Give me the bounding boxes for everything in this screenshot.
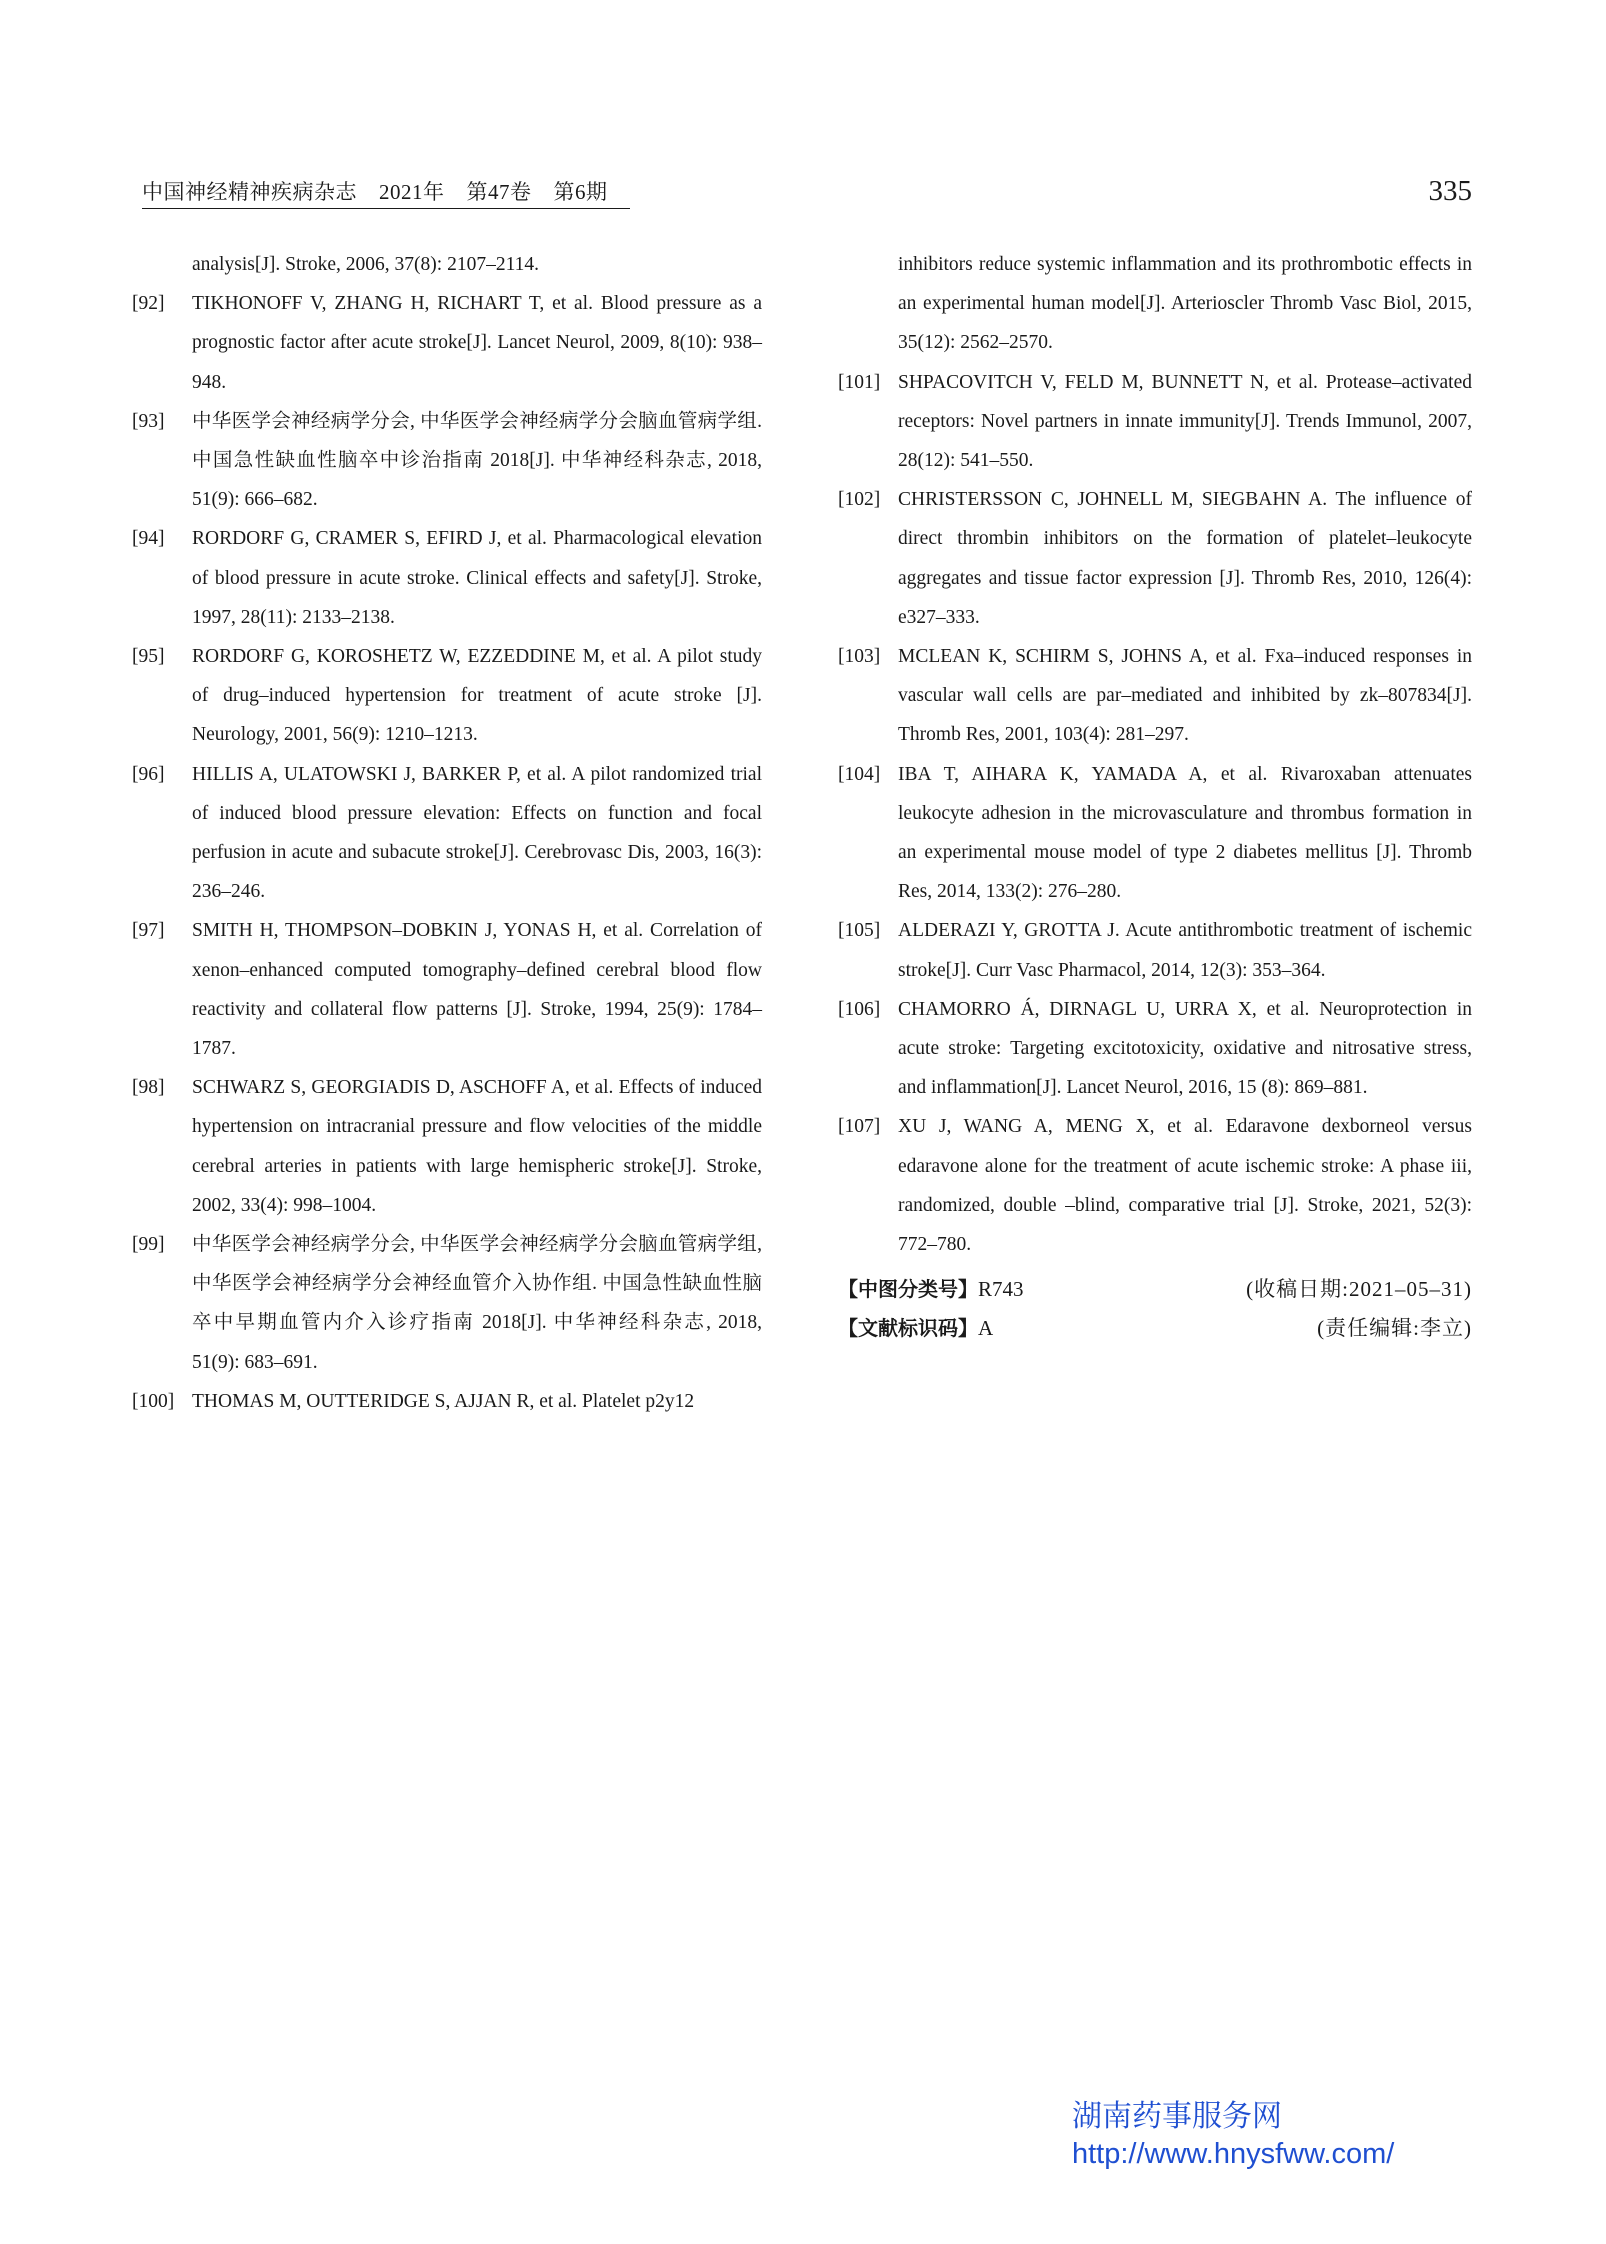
doc-label: 【文献标识码】: [838, 1316, 978, 1341]
watermark-brand: [1072, 2098, 1472, 2172]
reference-number: [101]: [838, 371, 881, 393]
reference-item: [132, 245, 762, 284]
reference-number: [105]: [838, 920, 881, 942]
reference-item: [132, 1068, 762, 1225]
reference-number: [92]: [132, 293, 165, 315]
references-right-list: [838, 245, 1472, 1264]
reference-item: [132, 402, 762, 520]
journal-issue: 第6期: [553, 180, 608, 204]
reference-text: MCLEAN K, SCHIRM S, JOHNS A, et al. Fxa–induced responses in vascular wall cells are par–mediated and inhibited by zk–807834[J]. Thromb Res, 2001, 103(4): 281–297.: [898, 646, 1472, 746]
reference-item: [838, 1107, 1472, 1264]
reference-number: [94]: [132, 528, 165, 550]
reference-text: THOMAS M, OUTTERIDGE S, AJJAN R, et al. Platelet p2y12: [192, 1390, 695, 1412]
doc-value: A: [978, 1316, 994, 1341]
reference-number: [93]: [132, 410, 165, 432]
reference-text: IBA T, AIHARA K, YAMADA A, et al. Rivaroxaban attenuates leukocyte adhesion in the microvasculature and thrombus formation in an experimental mouse model of type 2 diabetes mellitus [J]. Thromb Res, 2014, 133(2): 276–280.: [898, 763, 1472, 903]
received-date: (收稿日期:2021–05–31): [1246, 1277, 1472, 1302]
references-left-column: [132, 245, 762, 1421]
reference-item: [838, 755, 1472, 912]
reference-text: SHPACOVITCH V, FELD M, BUNNETT N, et al. Protease–activated receptors: Novel partners in innate immunity[J]. Trends Immunol, 2007, 28(12): 541–550.: [898, 371, 1472, 472]
reference-text: RORDORF G, CRAMER S, EFIRD J, et al. Pharmacological elevation of blood pressure in acute stroke. Clinical effects and safety[J]. Stroke, 1997, 28(11): 2133–2138.: [192, 528, 762, 628]
journal-name: 中国神经精神疾病杂志: [142, 180, 357, 204]
reference-text: CHRISTERSSON C, JOHNELL M, SIEGBAHN A. The influence of direct thrombin inhibitors on the formation of platelet–leukocyte aggregates and tissue factor expression [J]. Thromb Res, 2010, 126(4): e327–333.: [898, 489, 1472, 628]
reference-number: [97]: [132, 920, 165, 942]
reference-number: [107]: [838, 1116, 881, 1138]
reference-text: HILLIS A, ULATOWSKI J, BARKER P, et al. A pilot randomized trial of induced blood pressure elevation: Effects on function and focal perfusion in acute and subacute stroke[J]. Cerebrovasc Dis, 2003, 16(3): 236–246.: [192, 763, 762, 903]
brand-url[interactable]: http://www.hnysfww.com/: [1072, 2138, 1395, 2170]
responsible-editor: (责任编辑:李立): [1317, 1316, 1472, 1341]
meta-row-doc-code: [838, 1309, 1472, 1348]
reference-text: RORDORF G, KOROSHETZ W, EZZEDDINE M, et al. A pilot study of drug–induced hypertension for treatment of acute stroke [J]. Neurology, 2001, 56(9): 1210–1213.: [192, 646, 762, 746]
reference-item: [132, 755, 762, 912]
reference-number: [96]: [132, 763, 165, 785]
reference-text: 中华医学会神经病学分会, 中华医学会神经病学分会脑血管病学组. 中国急性缺血性脑卒中诊治指南 2018[J]. 中华神经科杂志, 2018, 51(9): 666–682.: [192, 410, 762, 511]
reference-item: [838, 480, 1472, 637]
page-number: 335: [1428, 175, 1472, 207]
reference-number: [95]: [132, 646, 165, 668]
running-head: [142, 178, 630, 209]
reference-item: [838, 911, 1472, 989]
article-meta: [838, 1270, 1472, 1348]
reference-number: [98]: [132, 1077, 165, 1099]
reference-text: SMITH H, THOMPSON–DOBKIN J, YONAS H, et al. Correlation of xenon–enhanced computed tomography–defined cerebral blood flow reactivity and collateral flow patterns [J]. Stroke, 1994, 25(9): 1784–1787.: [192, 920, 762, 1060]
reference-text: CHAMORRO Á, DIRNAGL U, URRA X, et al. Neuroprotection in acute stroke: Targeting excitotoxicity, oxidative and nitrosative stress, and inflammation[J]. Lancet Neurol, 2016, 15 (8): 869–881.: [898, 998, 1472, 1099]
reference-number: [106]: [838, 998, 881, 1020]
reference-text: ALDERAZI Y, GROTTA J. Acute antithrombotic treatment of ischemic stroke[J]. Curr Vasc Pharmacol, 2014, 12(3): 353–364.: [898, 920, 1472, 981]
reference-item: [838, 637, 1472, 755]
reference-item: [838, 990, 1472, 1108]
meta-row-classification: [838, 1270, 1472, 1309]
reference-number: [104]: [838, 763, 881, 785]
reference-text: TIKHONOFF V, ZHANG H, RICHART T, et al. Blood pressure as a prognostic factor after acute stroke[J]. Lancet Neurol, 2009, 8(10): 938–948.: [192, 293, 762, 393]
reference-text: XU J, WANG A, MENG X, et al. Edaravone dexborneol versus edaravone alone for the treatment of acute ischemic stroke: A phase iii, randomized, double –blind, comparative trial [J]. Stroke, 2021, 52(3): 772–780.: [898, 1116, 1472, 1256]
doc-group: [838, 1309, 993, 1348]
reference-item: [132, 911, 762, 1068]
reference-text: analysis[J]. Stroke, 2006, 37(8): 2107–2114.: [192, 254, 539, 275]
references-right-column: [838, 245, 1472, 1348]
reference-number: [100]: [132, 1390, 175, 1412]
page-header: [142, 174, 1472, 214]
reference-number: [103]: [838, 646, 881, 668]
reference-item: [838, 363, 1472, 481]
journal-year: 2021年: [379, 180, 445, 204]
reference-item: [132, 1225, 762, 1382]
reference-number: [99]: [132, 1234, 165, 1256]
reference-item: [132, 519, 762, 637]
clc-label: 【中图分类号】: [838, 1277, 978, 1302]
reference-text: inhibitors reduce systemic inflammation and its prothrombotic effects in an experimental human model[J]. Arterioscler Thromb Vasc Biol, 2015, 35(12): 2562–2570.: [898, 254, 1472, 354]
reference-item: [132, 637, 762, 755]
brand-name: 湖南药事服务网: [1072, 2099, 1282, 2134]
reference-item: [838, 245, 1472, 363]
clc-value: R743: [978, 1277, 1024, 1302]
reference-text: SCHWARZ S, GEORGIADIS D, ASCHOFF A, et al. Effects of induced hypertension on intracranial pressure and flow velocities of the middle cerebral arteries in patients with large hemispheric stroke[J]. Stroke, 2002, 33(4): 998–1004.: [192, 1077, 762, 1216]
clc-group: [838, 1270, 1024, 1309]
reference-text: 中华医学会神经病学分会, 中华医学会神经病学分会脑血管病学组, 中华医学会神经病学分会神经血管介入协作组. 中国急性缺血性脑卒中早期血管内介入诊疗指南 2018[J]. 中华神经科杂志, 2018, 51(9): 683–691.: [192, 1234, 762, 1373]
reference-item: [132, 284, 762, 402]
reference-item: [132, 1382, 762, 1421]
journal-volume: 第47卷: [466, 180, 532, 204]
reference-number: [102]: [838, 489, 881, 511]
